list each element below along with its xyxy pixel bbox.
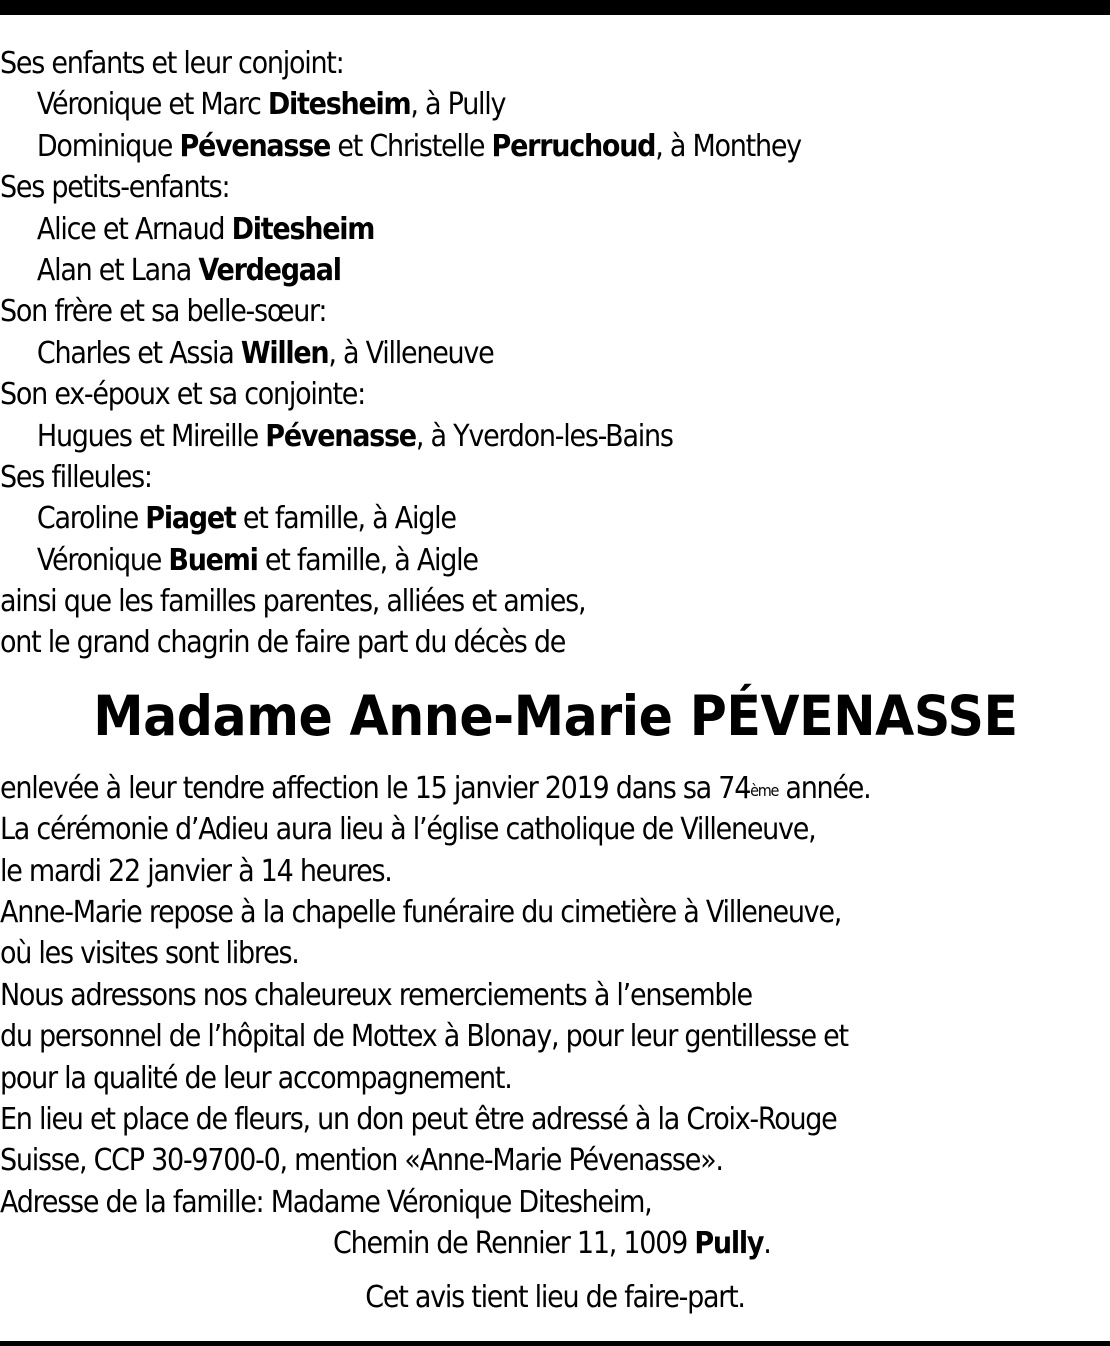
passing-line: enlevée à leur tendre affection le 15 janvier 2019 dans sa 74ème année. [0,770,871,806]
children-header: Ses enfants et leur conjoint: [0,46,344,81]
surname: Pévenasse [179,128,331,164]
obituary-notice [0,43,1110,1318]
donation-line: En lieu et place de fleurs, un don peut être adressé à la Croix-Rouge [0,1101,837,1137]
rest-line: où les visites sont libres. [0,936,299,972]
deceased-name: Madame Anne-Marie PÉVENASSE [92,683,1018,748]
surname: Perruchoud [491,128,656,164]
surname: Pévenasse [265,418,416,454]
sibling-header: Son frère et sa belle-sœur: [0,294,327,330]
family-member-line: Dominique Pévenasse et Christelle Perruchoud, à Monthey [36,128,801,164]
family-member-line: Véronique et Marc Ditesheim, à Pully [36,87,506,123]
announcement-line: ont le grand chagrin de faire part du décès de [0,625,566,661]
family-address-line: Adresse de la famille: Madame Véronique Ditesheim, [0,1184,652,1220]
exspouse-header: Son ex-époux et sa conjointe: [0,377,366,413]
closing-note: Cet avis tient lieu de faire-part. [365,1279,745,1315]
surname: Willen [240,335,329,371]
family-member-line: Alan et Lana Verdegaal [36,252,341,288]
surname: Ditesheim [267,87,411,123]
top-rule [0,0,1110,15]
thanks-line: Nous adressons nos chaleureux remerciements à l’ensemble [0,977,752,1013]
family-member-line: Caroline Piaget et famille, à Aigle [36,501,456,537]
ordinal-suffix: ème [750,780,779,800]
family-address-street: Chemin de Rennier 11, 1009 Pully. [333,1226,771,1262]
grandchildren-header: Ses petits-enfants: [0,170,230,206]
thanks-line: pour la qualité de leur accompagnement. [0,1060,512,1096]
family-member-line: Hugues et Mireille Pévenasse, à Yverdon-les-Bains [36,418,673,454]
family-member-line: Alice et Arnaud Ditesheim [36,211,375,247]
surname: Verdegaal [198,252,341,288]
rest-line: Anne-Marie repose à la chapelle funéraire du cimetière à Villeneuve, [0,895,842,931]
family-member-line: Charles et Assia Willen, à Villeneuve [36,335,494,371]
donation-line: Suisse, CCP 30-9700-0, mention «Anne-Marie Pévenasse». [0,1143,723,1179]
surname: Ditesheim [231,211,375,247]
goddaughters-header: Ses filleules: [0,459,152,495]
relatives-line: ainsi que les familles parentes, alliées et amies, [0,584,586,620]
ceremony-line: le mardi 22 janvier à 14 heures. [0,853,392,889]
family-member-line: Véronique Buemi et famille, à Aigle [36,542,478,578]
bottom-rule [0,1341,1110,1346]
surname: Piaget [145,501,236,537]
surname: Buemi [168,542,258,578]
thanks-line: du personnel de l’hôpital de Mottex à Blonay, pour leur gentillesse et [0,1019,848,1055]
town: Pully [694,1226,764,1262]
ceremony-line: La cérémonie d’Adieu aura lieu à l’église catholique de Villeneuve, [0,812,816,848]
